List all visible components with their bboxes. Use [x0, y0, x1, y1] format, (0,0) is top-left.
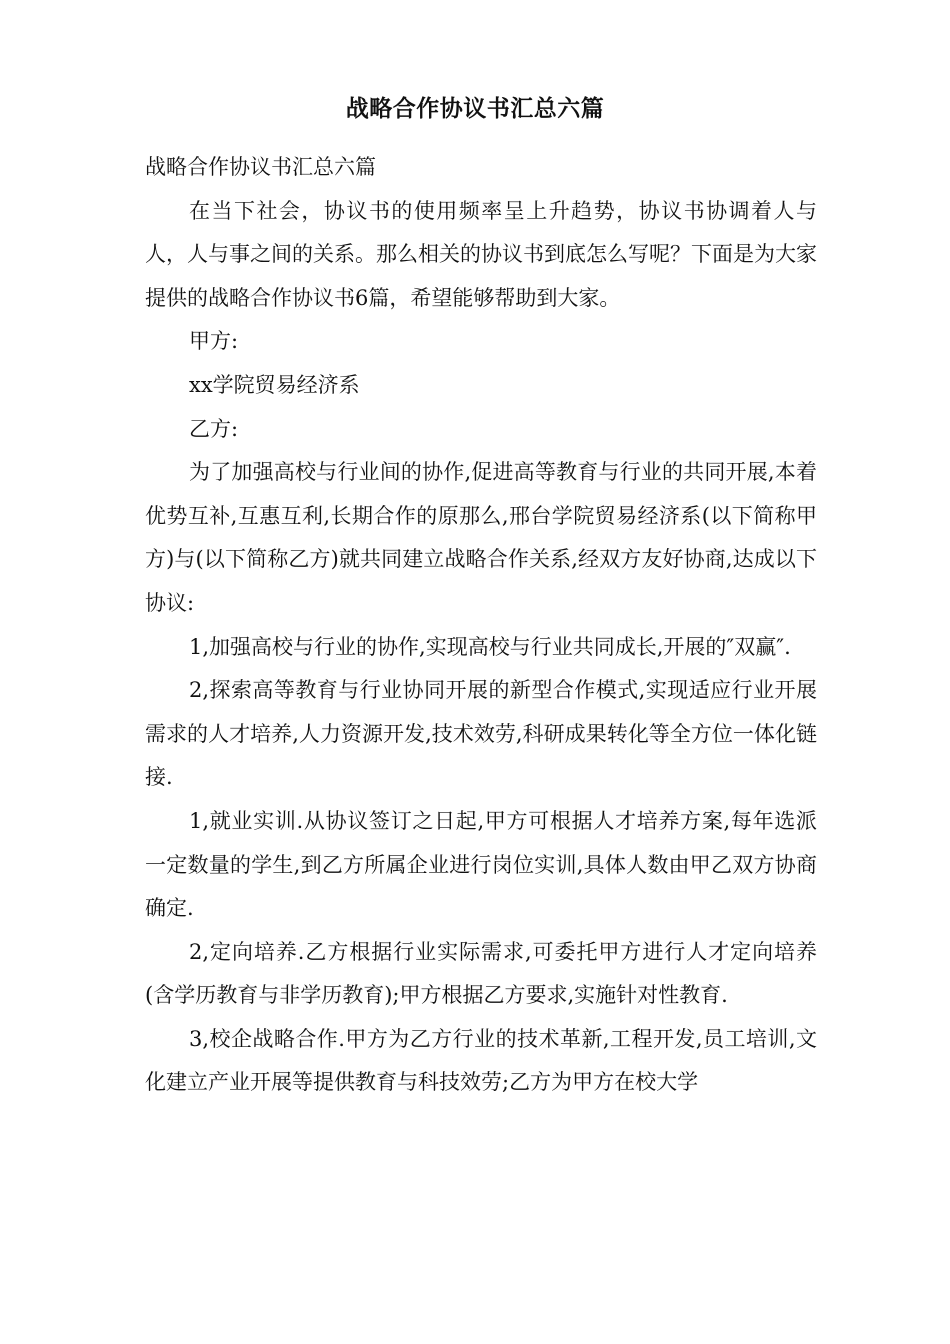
- paragraph: 1,就业实训.从协议签订之日起,甲方可根据人才培养方案,每年选派一定数量的学生,到乙方所属企业进行岗位实训,具体人数由甲乙双方协商确定.: [145, 808, 817, 921]
- paragraph: 3,校企战略合作.甲方为乙方行业的技术革新,工程开发,员工培训,文化建立产业开展等提供教育与科技效劳;乙方为甲方在校大学: [145, 1026, 817, 1095]
- paragraph: 2,探索高等教育与行业协同开展的新型合作模式,实现适应行业开展需求的人才培养,人力资源开发,技术效劳,科研成果转化等全方位一体化链接.: [145, 678, 817, 790]
- paragraph: 1,加强高校与行业的协作,实现高校与行业共同成长,开展的″双赢″.: [189, 634, 791, 659]
- document-subtitle: 战略合作协议书汇总六篇: [145, 155, 376, 179]
- paragraph: 甲方:: [189, 329, 239, 354]
- paragraph: 在当下社会，协议书的使用频率呈上升趋势，协议书协调着人与人，人与事之间的关系。那么相关的协议书到底怎么写呢？下面是为大家提供的战略合作协议书6篇，希望能够帮助到大家。: [145, 198, 817, 310]
- paragraph: 乙方:: [189, 416, 239, 441]
- paragraph: xx学院贸易经济系: [189, 372, 360, 397]
- paragraph: 2,定向培养.乙方根据行业实际需求,可委托甲方进行人才定向培养(含学历教育与非学历教育);甲方根据乙方要求,实施针对性教育.: [145, 939, 817, 1008]
- document-title: 战略合作协议书汇总六篇: [345, 95, 605, 122]
- document-body: [145, 146, 817, 1105]
- paragraph: 为了加强高校与行业间的协作,促进高等教育与行业的共同开展,本着优势互补,互惠互利,长期合作的原那么,邢台学院贸易经济系(以下简称甲方)与(以下简称乙方)就共同建立战略合作关系,经双方友好协商,达成以下协议:: [145, 460, 817, 615]
